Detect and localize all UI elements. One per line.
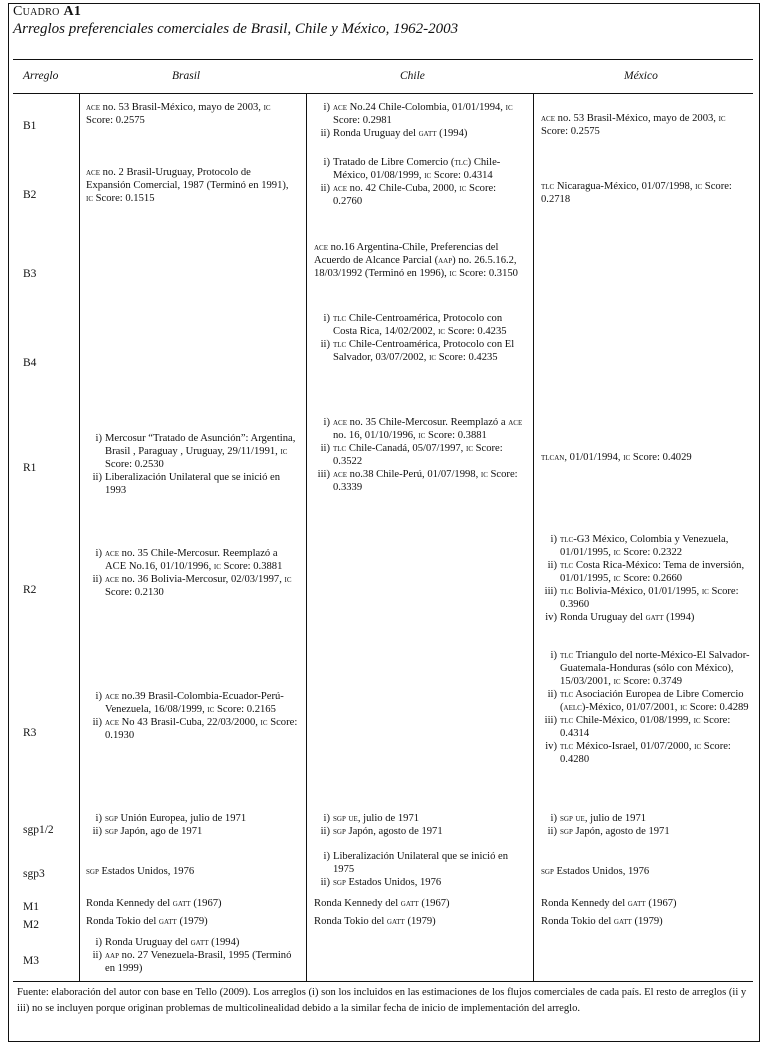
list-item: iv) Ronda Uruguay del gatt (1994)	[545, 612, 695, 623]
cell-chile	[314, 101, 524, 140]
table-footnote: Fuente: elaboración del autor con base en Tello (2009). Los arreglos (i) son los incluidos en las estimaciones de los flujos comerciales de cada país. El resto de arreglos (ii y iii) no se incluyen porque originan problemas de multicolinealidad debido a la similar fecha de inicio de implementación del arreglo.	[17, 987, 747, 1014]
col-header-brasil: Brasil	[172, 70, 201, 82]
column-divider	[306, 94, 307, 981]
list-item: iii) tlc Bolivia-México, 01/01/1995, ic Score: 0.3960	[544, 586, 739, 610]
cell-mexico	[541, 533, 753, 624]
list-item: ii) sgp Japón, ago de 1971	[92, 826, 203, 837]
cell-mexico	[541, 915, 753, 928]
col-header-mexico: México	[624, 70, 658, 82]
column-divider	[533, 94, 534, 981]
cell-brasil	[86, 690, 298, 742]
col-header-chile: Chile	[400, 70, 425, 82]
row-label: M2	[23, 919, 39, 931]
list-item: iv) tlc México-Israel, 01/07/2000, ic Score: 0.4280	[545, 741, 731, 765]
list-item: Ronda Tokio del gatt (1979)	[314, 916, 436, 927]
list-item: ii) tlc Asociación Europea de Libre Comercio (aelc)-México, 01/07/2001, ic Score: 0.4289	[547, 689, 749, 713]
cell-chile	[314, 416, 524, 494]
row-label: B3	[23, 268, 37, 280]
cell-mexico	[541, 649, 753, 766]
list-item: i) tlc-G3 México, Colombia y Venezuela, 01/01/1995, ic Score: 0.2322	[550, 534, 729, 558]
list-item: ii) ace No 43 Brasil-Cuba, 22/03/2000, ic Score: 0.1930	[92, 717, 298, 741]
list-item: ace no. 53 Brasil-México, mayo de 2003, ic Score: 0.2575	[541, 113, 726, 137]
list-item: ii) ace no. 36 Bolivia-Mercosur, 02/03/1997, ic Score: 0.2130	[92, 574, 292, 598]
list-item: Ronda Tokio del gatt (1979)	[541, 916, 663, 927]
cell-chile	[314, 241, 524, 280]
list-item: ii) sgp Estados Unidos, 1976	[320, 877, 442, 888]
cell-brasil	[86, 812, 298, 838]
list-item: i) tlc Triangulo del norte-México-El Salvador- Guatemala-Honduras (sólo con México), 15/03/2001, ic Score: 0.3749	[550, 650, 750, 687]
row-label: B1	[23, 120, 37, 132]
list-item: ace no. 53 Brasil-México, mayo de 2003, ic Score: 0.2575	[86, 102, 271, 126]
row-label: R3	[23, 727, 37, 739]
row-label: R2	[23, 584, 37, 596]
row-label: M1	[23, 901, 39, 913]
row-label: R1	[23, 462, 37, 474]
row-label: M3	[23, 955, 39, 967]
list-item: i) Tratado de Libre Comercio (tlc) Chile-México, 01/08/1999, ic Score: 0.4314	[323, 157, 501, 181]
list-item: i) sgp ue, julio de 1971	[550, 813, 647, 824]
cell-mexico	[541, 180, 753, 206]
list-item: Ronda Kennedy del gatt (1967)	[541, 898, 677, 909]
list-item: Ronda Tokio del gatt (1979)	[86, 916, 208, 927]
list-item: ii) Ronda Uruguay del gatt (1994)	[320, 128, 468, 139]
list-item: i) Mercosur “Tratado de Asunción”: Argentina, Brasil , Paraguay , Uruguay, 29/11/1991, ic Score: 0.2530	[95, 433, 296, 470]
cell-brasil	[86, 166, 298, 205]
cell-brasil	[86, 915, 298, 928]
cell-brasil	[86, 547, 298, 599]
cell-chile	[314, 915, 524, 928]
list-item: ace no.16 Argentina-Chile, Preferencias del Acuerdo de Alcance Parcial (aap) no. 26.5.16.2, 18/03/1992 (Terminó en 1996), ic Score: 0.3150	[314, 242, 518, 279]
list-item: ii) aap no. 27 Venezuela-Brasil, 1995 (Terminó en 1999)	[92, 950, 292, 974]
list-item: i) sgp Unión Europea, julio de 1971	[95, 813, 247, 824]
cell-mexico	[541, 112, 753, 138]
cell-chile	[314, 897, 524, 910]
row-label: sgp3	[23, 868, 45, 880]
list-item: ii) ace no. 42 Chile-Cuba, 2000, ic Score: 0.2760	[320, 183, 497, 207]
list-item: i) Liberalización Unilateral que se inició en 1975	[323, 851, 509, 875]
list-item: ii) tlc Costa Rica-México: Tema de inversión, 01/01/1995, ic Score: 0.2660	[547, 560, 745, 584]
list-item: i) ace no.39 Brasil-Colombia-Ecuador-Perú-Venezuela, 16/08/1999, ic Score: 0.2165	[95, 691, 284, 715]
cell-brasil	[86, 936, 298, 975]
list-item: ii) tlc Chile-Canadá, 05/07/1997, ic Score: 0.3522	[320, 443, 503, 467]
list-item: i) ace no. 35 Chile-Mercosur. Reemplazó a ACE No.16, 01/10/1996, ic Score: 0.3881	[95, 548, 283, 572]
cell-chile	[314, 312, 524, 364]
list-item: ace no. 2 Brasil-Uruguay, Protocolo de Expansión Comercial, 1987 (Terminó en 1991), ic Score: 0.1515	[86, 167, 289, 204]
list-item: i) ace No.24 Chile-Colombia, 01/01/1994, ic Score: 0.2981	[323, 102, 513, 126]
column-divider	[79, 94, 80, 981]
list-item: iii) ace no.38 Chile-Perú, 01/07/1998, ic Score: 0.3339	[317, 469, 518, 493]
list-item: i) sgp ue, julio de 1971	[323, 813, 420, 824]
cell-chile	[314, 812, 524, 838]
cuadro-label: Cuadro A1	[13, 4, 82, 19]
cell-mexico	[541, 865, 753, 878]
table-title-block	[13, 4, 753, 38]
header-rule	[13, 93, 753, 94]
cell-chile	[314, 156, 524, 208]
list-item: i) tlc Chile-Centroamérica, Protocolo con Costa Rica, 14/02/2002, ic Score: 0.4235	[323, 313, 507, 337]
footer-rule	[13, 981, 753, 982]
list-item: Ronda Kennedy del gatt (1967)	[314, 898, 450, 909]
list-item: i) Ronda Uruguay del gatt (1994)	[95, 937, 240, 948]
cell-mexico	[541, 451, 753, 464]
row-label: B4	[23, 357, 37, 369]
cell-brasil	[86, 865, 298, 878]
list-item: ii) tlc Chile-Centroamérica, Protocolo con El Salvador, 03/07/2002, ic Score: 0.4235	[320, 339, 515, 363]
list-item: sgp Estados Unidos, 1976	[86, 866, 195, 877]
list-item: Ronda Kennedy del gatt (1967)	[86, 898, 222, 909]
list-item: tlc Nicaragua-México, 01/07/1998, ic Score: 0.2718	[541, 181, 732, 205]
list-item: i) ace no. 35 Chile-Mercosur. Reemplazó a ace no. 16, 01/10/1996, ic Score: 0.3881	[323, 417, 523, 441]
col-header-arreglo: Arreglo	[23, 70, 59, 82]
row-label: sgp1/2	[23, 824, 54, 836]
cell-mexico	[541, 812, 753, 838]
title-rule	[13, 59, 753, 60]
list-item: tlcan, 01/01/1994, ic Score: 0.4029	[541, 452, 692, 463]
list-item: ii) sgp Japón, agosto de 1971	[320, 826, 443, 837]
list-item: iii) tlc Chile-México, 01/08/1999, ic Score: 0.4314	[544, 715, 731, 739]
cell-brasil	[86, 101, 298, 127]
cell-chile	[314, 850, 524, 889]
list-item: ii) Liberalización Unilateral que se inició en 1993	[92, 472, 281, 496]
cell-mexico	[541, 897, 753, 910]
list-item: ii) sgp Japón, agosto de 1971	[547, 826, 670, 837]
list-item: sgp Estados Unidos, 1976	[541, 866, 650, 877]
table-title: Arreglos preferenciales comerciales de Brasil, Chile y México, 1962-2003	[13, 21, 459, 37]
row-label: B2	[23, 189, 37, 201]
cell-brasil	[86, 432, 298, 497]
cell-brasil	[86, 897, 298, 910]
